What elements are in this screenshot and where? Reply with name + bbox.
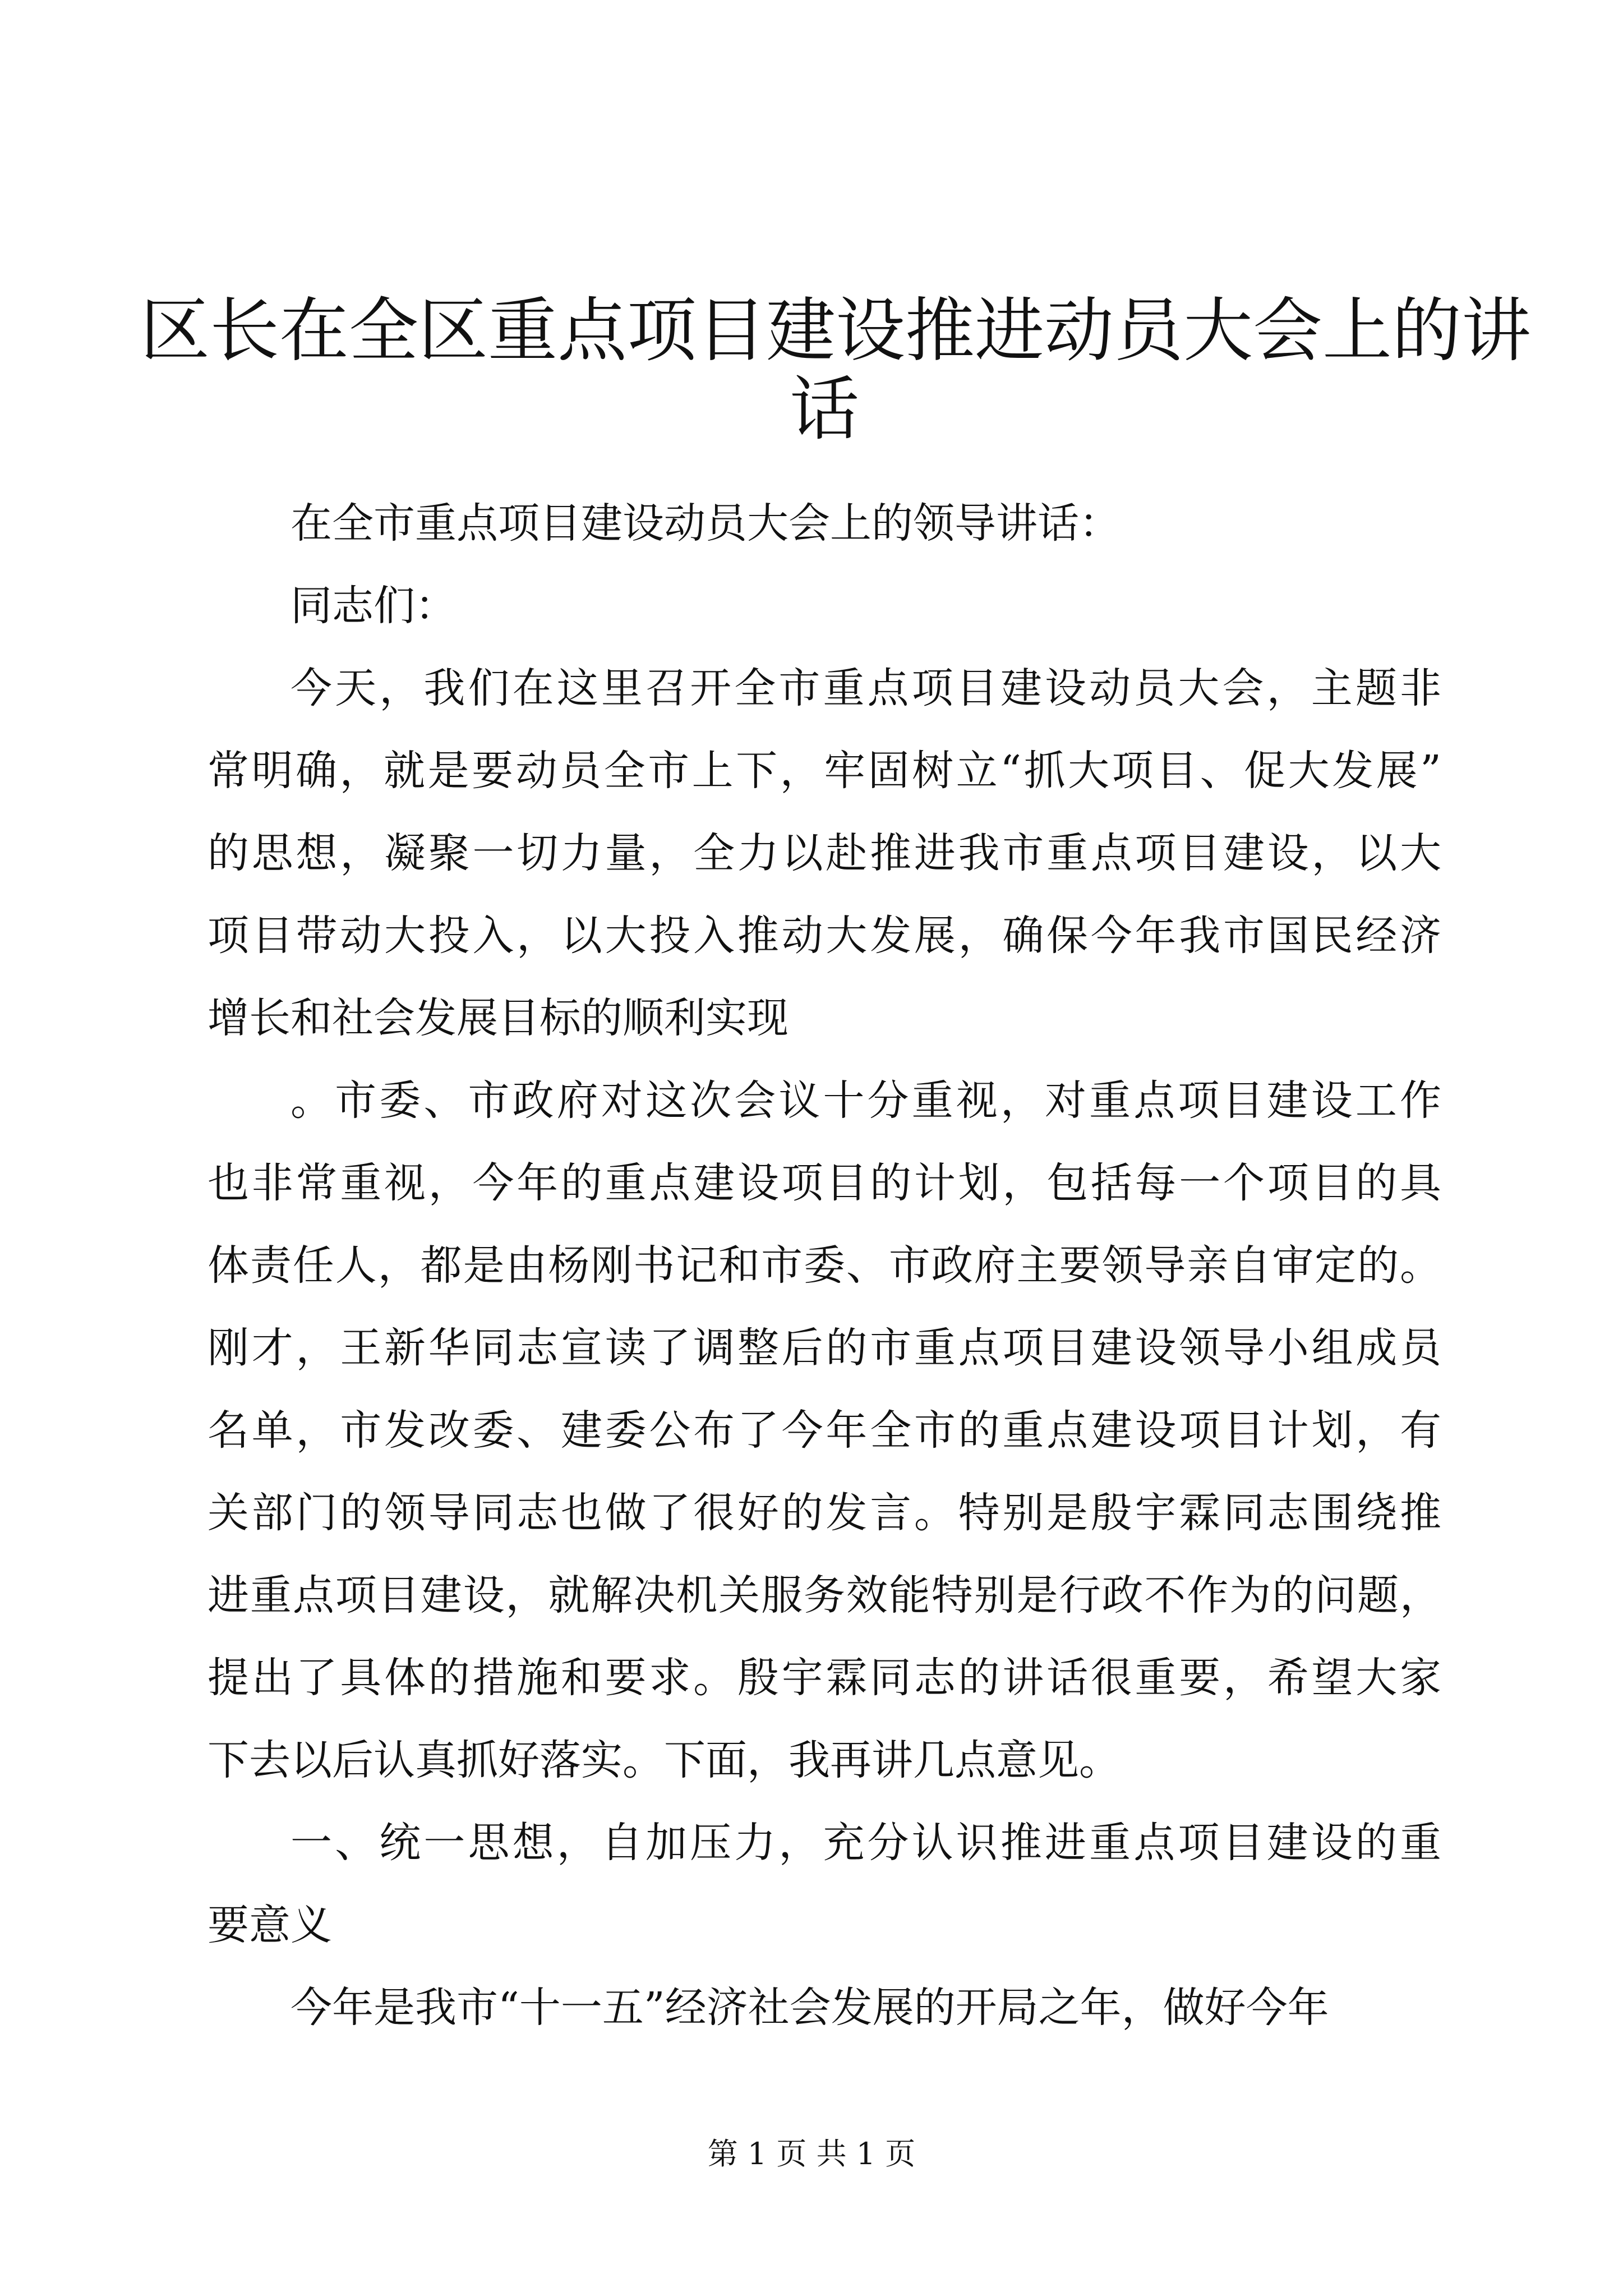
text-line: 同志们： <box>291 582 457 630</box>
document-body <box>208 482 1441 2049</box>
text-line: 提出了具体的措施和要求。殷宇霖同志的讲话很重要，希望大家 <box>208 1654 1441 1702</box>
document-column <box>140 291 1532 2049</box>
document-title <box>140 291 1532 450</box>
page-footer: 第 1 页 共 1 页 <box>707 2136 916 2171</box>
text-line: 今年是我市“十一五”经济社会发展的开局之年，做好今年 <box>291 1984 1329 2032</box>
paragraph <box>208 1967 1441 2049</box>
paragraph <box>208 647 1441 1060</box>
text-line: 常明确，就是要动员全市上下，牢固树立“抓大项目、促大发展” <box>208 747 1441 795</box>
text-line: 体责任人，都是由杨刚书记和市委、市政府主要领导亲自审定的。 <box>208 1241 1441 1290</box>
text-line: 项目带动大投入，以大投入推动大发展，确保今年我市国民经济 <box>208 912 1441 960</box>
title-line: 区长在全区重点项目建设推进动员大会上的讲 <box>140 291 1532 371</box>
text-line: 下去以后认真抓好落实。下面，我再讲几点意见。 <box>208 1736 1121 1784</box>
text-line: 关部门的领导同志也做了很好的发言。特别是殷宇霖同志围绕推 <box>208 1489 1441 1537</box>
text-line: 也非常重视，今年的重点建设项目的计划，包括每一个项目的具 <box>208 1159 1441 1207</box>
text-line: 名单，市发改委、建委公布了今年全市的重点建设项目计划，有 <box>208 1406 1441 1455</box>
text-line: 的思想，凝聚一切力量，全力以赴推进我市重点项目建设，以大 <box>208 829 1441 877</box>
paragraph <box>208 1060 1441 1802</box>
text-line: 进重点项目建设，就解决机关服务效能特别是行政不作为的问题， <box>208 1571 1441 1619</box>
text-line: 。市委、市政府对这次会议十分重视，对重点项目建设工作 <box>291 1076 1441 1125</box>
text-line: 要意义 <box>208 1901 332 1949</box>
text-line: 增长和社会发展目标的顺利实现 <box>208 994 789 1042</box>
paragraph <box>208 482 1441 565</box>
text-line: 在全市重点项目建设动员大会上的领导讲话： <box>291 499 1121 547</box>
paragraph <box>208 1802 1441 1967</box>
text-line: 今天，我们在这里召开全市重点项目建设动员大会，主题非 <box>291 664 1441 712</box>
paragraph <box>208 565 1441 647</box>
text-line: 一、统一思想，自加压力，充分认识推进重点项目建设的重 <box>291 1819 1441 1867</box>
text-line: 刚才，王新华同志宣读了调整后的市重点项目建设领导小组成员 <box>208 1324 1441 1372</box>
title-line: 话 <box>789 369 859 450</box>
